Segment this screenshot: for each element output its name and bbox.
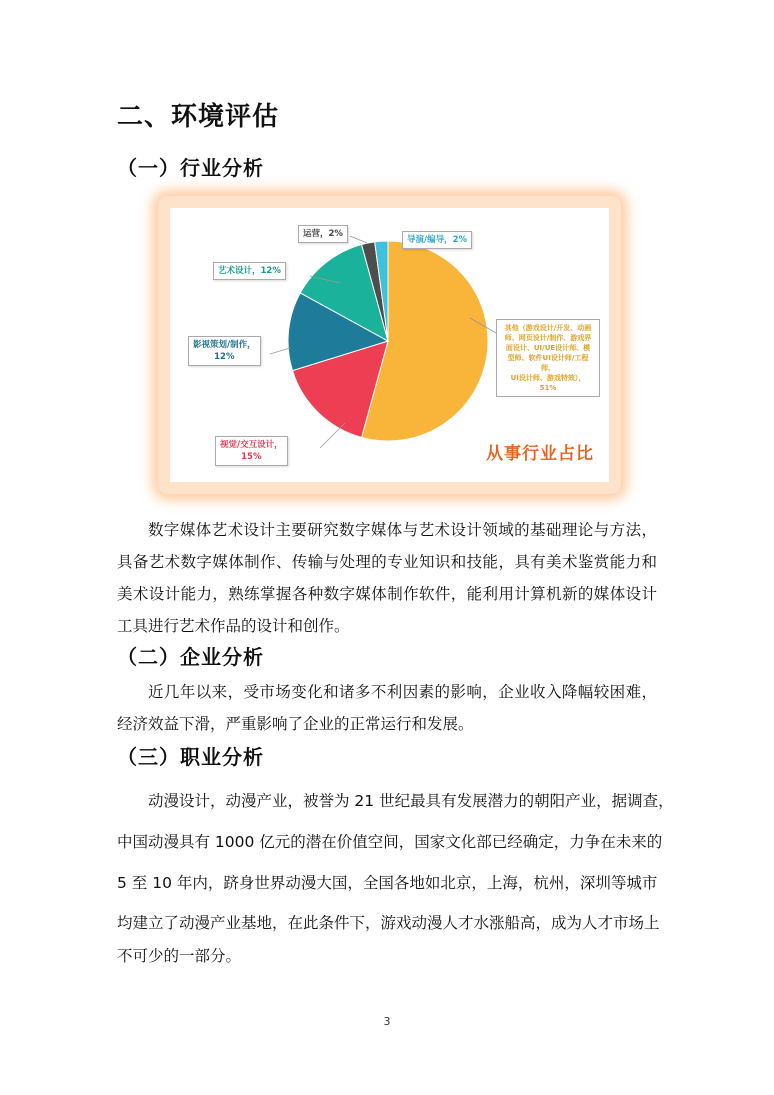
label-art: 艺术设计，12%: [213, 262, 286, 280]
chart-title: 从事行业占比: [486, 444, 594, 464]
label-film-line: 影视策划/制作，: [193, 340, 256, 350]
label-other: [496, 319, 600, 397]
paragraph-career-line: 动漫设计，动漫产业，被誉为 21 世纪最具有发展潜力的朝阳产业，据调查，: [148, 792, 674, 810]
label-other-line: 师、网页设计/制作、游戏界: [504, 334, 592, 342]
paragraph-enterprise: [117, 676, 657, 740]
paragraph-career: [117, 781, 674, 970]
paragraph-career-line: 5 至 10 年内，跻身世界动漫大国，全国各地如北京，上海，杭州，深圳等城市: [117, 874, 658, 892]
chart-canvas: [170, 208, 609, 482]
label-film-line: 12%: [214, 352, 235, 362]
section-title-enterprise: （二）企业分析: [117, 645, 264, 669]
paragraph-industry-text: 数字媒体艺术设计主要研究数字媒体与艺术设计领域的基础理论与方法，具备艺术数字媒体制作、传输与处理的专业知识和技能，具有美术鉴赏能力和美术设计能力，熟练掌握各种数字媒体制作软件，能利用计算机新的媒体设计工具进行艺术作品的设计和创作。: [117, 521, 657, 635]
leader-line: [270, 348, 290, 354]
paragraph-career-line: 不可少的一部分。: [117, 947, 242, 965]
label-other-line: 面设计、UI/UE设计师、模: [505, 344, 591, 352]
label-other-line: 型师、软件UI设计师/工程师、: [507, 354, 589, 372]
page-number: 3: [383, 1015, 391, 1028]
label-visual: [215, 436, 288, 466]
paragraph-enterprise-text: 近几年以来，受市场变化和诸多不利因素的影响，企业收入降幅较困难，经济效益下滑，严重影响了企业的正常运行和发展。: [117, 683, 657, 733]
leader-line: [350, 236, 367, 243]
paragraph-career-line: 均建立了动漫产业基地，在此条件下，游戏动漫人才水涨船高，成为人才市场上: [117, 914, 660, 932]
label-visual-line: 15%: [241, 452, 262, 462]
paragraph-industry: [117, 514, 657, 642]
paragraph-career-line: 中国动漫具有 1000 亿元的潜在价值空间，国家文化部已经确定，力争在未来的: [117, 833, 663, 851]
label-other-line: 51%: [539, 384, 557, 392]
label-director: 导演/编导，2%: [402, 231, 472, 249]
leader-line: [320, 423, 345, 448]
label-ops: 运营，2%: [298, 225, 348, 243]
label-film: [188, 336, 261, 366]
label-other-line: UI设计师、游戏特效），: [510, 374, 586, 382]
section-title-industry: （一）行业分析: [117, 156, 264, 180]
section-title-career: （三）职业分析: [117, 745, 264, 769]
chart-figure: [158, 196, 621, 494]
page-heading: 二、环境评估: [117, 102, 280, 132]
label-other-line: 其他（游戏设计/开发、动画: [504, 324, 592, 332]
label-visual-line: 视觉/交互设计，: [220, 440, 283, 450]
